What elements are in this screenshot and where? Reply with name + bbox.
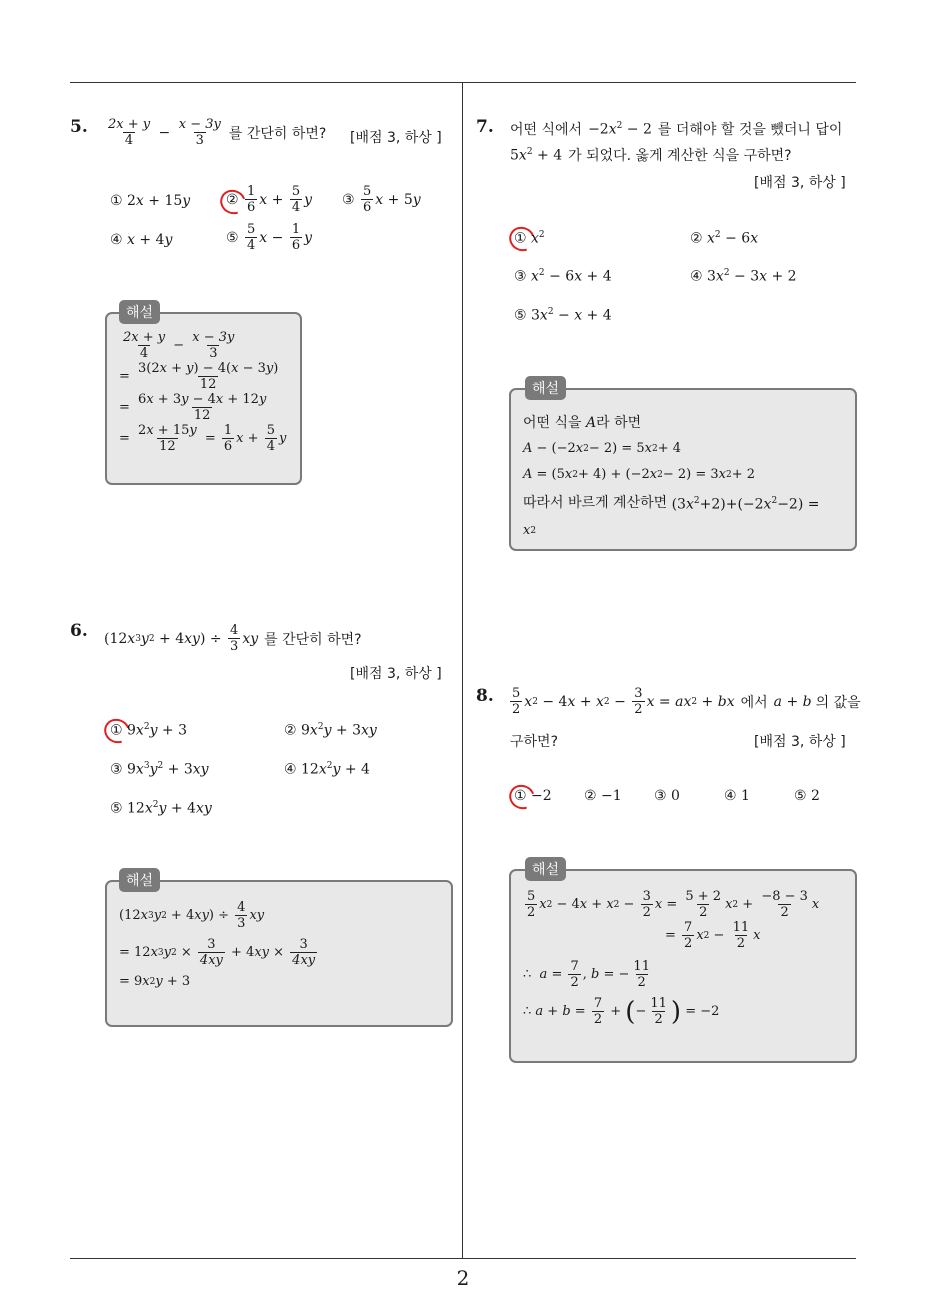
column-divider (462, 83, 463, 1259)
q5-meta: [배점 3, 하상 ] (350, 130, 442, 146)
q8-question-line1: $\frac{5}{2}$ x 2 − 4 x + x 2 − $\frac{3}{2}$ x = ax 2 + bx 에서 a + b 의 값을 (512, 686, 861, 717)
q5-tail: 를 간단히 하면? (228, 125, 327, 142)
q7-choice-2[interactable]: ② $x^2 - 6x$ (690, 230, 759, 247)
q7-question-line1: 어떤 식에서 $-2x^2 - 2$ 를 더해야 할 것을 뺐더니 답이 (510, 120, 843, 138)
q8-number: 8. (476, 686, 494, 706)
page-number: 2 (456, 1266, 470, 1290)
q7-choice-3[interactable]: ③ $x^2 - 6x + 4$ (514, 268, 612, 285)
q6-solution-box: (12 x 3 y 2 + 4 xy ) ÷ $\frac{4}{3}$ xy = 12 x 3 y 2 × $\frac{3}{4xy}$ + 4 xy × $\frac{3}{4xy}$ = 9 x 2 y + 3 (105, 880, 453, 1027)
q8-choice-4[interactable]: ④ 1 (724, 788, 750, 804)
q7-number: 7. (476, 117, 494, 137)
q8-choice-2[interactable]: ② −1 (584, 788, 622, 804)
q6-tail: 를 간단히 하면? (264, 631, 362, 648)
q7-solution-tag: 해설 (525, 376, 566, 400)
bottom-rule (70, 1258, 856, 1259)
q5-choice-5[interactable]: ⑤ $\frac{5}{4}$ x − $\frac{1}{6}$ y (226, 222, 313, 253)
q8-choice-1[interactable]: ① −2 (514, 788, 552, 804)
q8-meta: [배점 3, 하상 ] (754, 734, 846, 750)
q5-choice-3[interactable]: ③ $\frac{5}{6}$ x + 5 y (342, 184, 421, 215)
q8-solution-box: $\frac{5}{2}$ x 2 − 4 x + x 2 − $\frac{3}{2}$ x = $\frac{5 + 2}{2}$ x 2 + $\frac{-8 - 3}{2}$ x = $\frac{7}{2}$ x 2 − $\frac{11}{2}$ x ∴ a = $\frac{7}{2}$ , b = − $\frac{11}{2}$ ∴ a + b = $\frac{7}{2}$ + ( − $\frac{11}{2}$ ) = −2 (509, 869, 857, 1063)
q7-choice-5[interactable]: ⑤ $3x^2 - x + 4$ (514, 307, 612, 324)
q7-choice-1[interactable]: ① $x^2$ (514, 230, 545, 247)
q8-choice-3[interactable]: ③ 0 (654, 788, 680, 804)
q6-solution-tag: 해설 (119, 868, 160, 892)
q6-choice-3[interactable]: ③ $9x^3y^2 + 3xy$ (110, 761, 209, 778)
q6-choice-1[interactable]: ① $9x^2y + 3$ (110, 722, 188, 739)
q6-choice-4[interactable]: ④ $12x^2y + 4$ (284, 761, 370, 778)
q6-question: (12 x 3 y 2 + 4 xy ) ÷ $\frac{4}{3}$ xy 를 간단히 하면? (104, 623, 362, 654)
q6-number: 6. (70, 621, 88, 641)
q6-choice-5[interactable]: ⑤ $12x^2y + 4xy$ (110, 800, 212, 817)
q5-choice-4[interactable]: ④ x + 4y (110, 232, 173, 248)
q8-choice-5[interactable]: ⑤ 2 (794, 788, 820, 804)
q7-solution-box: 어떤 식을 A 라 하면 A − (−2 x 2 − 2) = 5 x 2 + 4 A = (5 x 2 + 4) + (−2 x 2 − 2) = 3 x 2 + 2 따라서 바르게 계산하면 $(3x^2+2)+(-2x^2-2)$ = x 2 (509, 388, 857, 551)
q8-solution-tag: 해설 (525, 857, 566, 881)
q6-choice-2[interactable]: ② $9x^2y + 3xy$ (284, 722, 377, 739)
q7-meta: [배점 3, 하상 ] (754, 175, 846, 191)
q5-number: 5. (70, 117, 88, 137)
q5-choice-1[interactable]: ① 2x + 15y (110, 193, 191, 209)
q8-question-line2: 구하면? (510, 734, 559, 750)
top-rule (70, 82, 856, 83)
q7-question-line2: $5x^2 + 4$ 가 되었다. 옳게 계산한 식을 구하면? (510, 146, 792, 164)
q5-solution-tag: 해설 (119, 300, 160, 324)
q5-choice-2[interactable]: ② $\frac{1}{6}$ x + $\frac{5}{4}$ y (226, 184, 313, 215)
q5-question: $\frac{2x + y}{4}$ − $\frac{x - 3y}{3}$ 를 간단히 하면? (108, 117, 327, 148)
q6-meta: [배점 3, 하상 ] (350, 666, 442, 682)
q7-choice-4[interactable]: ④ $3x^2 - 3x + 2$ (690, 268, 797, 285)
q5-solution-box: $\frac{2x + y}{4}$ − $\frac{x - 3y}{3}$ = $\frac{3(2x + y) - 4(x - 3y)}{12}$ = $\frac{6x + 3y - 4x + 12y}{12}$ = $\frac{2x + 15y}{12}$ = $\frac{1}{6}$ x + $\frac{5}{4}$ y (105, 312, 302, 485)
